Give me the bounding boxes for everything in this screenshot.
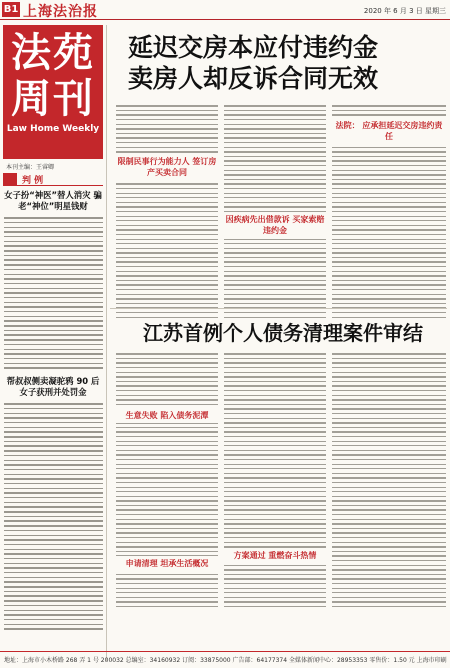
section-label: 判 例 xyxy=(22,176,44,186)
second-column-3 xyxy=(332,350,446,607)
newspaper-logo: 上海法治报 xyxy=(23,4,98,20)
footer-contact-line: 地址：上海市小木桥路 268 弄 1 号 200032 总编室：34160932 订阅：33875000 广告部：64177374 全媒体新闻中心：28953353 零售价：1.50 元 上海市印刷 xyxy=(4,657,447,664)
main-headline xyxy=(128,32,444,94)
second-headline: 江苏首例个人债务清理案件审结 xyxy=(143,321,423,345)
main-subhead-2: 因疾病先出借款诉 买家索赔违约金 xyxy=(224,212,326,238)
main-headline-line1: 延迟交房本应付违约金 xyxy=(128,33,379,62)
main-subhead-3: 法院： 应承担延迟交房违约责任 xyxy=(332,118,446,144)
masthead-title xyxy=(3,30,103,122)
masthead-title-line1: 法苑 xyxy=(11,29,95,76)
section-rule xyxy=(3,174,103,186)
section-flag-icon xyxy=(3,173,17,185)
sidebar-headline-1: 女子扮“神医”替人消灾 骗老“神位”明星钱财 xyxy=(4,190,102,211)
sidebar-story-1-body xyxy=(4,214,103,369)
article-column-2 xyxy=(224,102,326,318)
main-subhead-1: 限制民事行为能力人 签订房产买卖合同 xyxy=(116,154,218,180)
second-column-2 xyxy=(224,350,326,607)
page-number: B1 xyxy=(3,4,19,15)
second-subhead-1: 生意失败 陷入债务泥潭 xyxy=(116,408,218,423)
sidebar-headline-2: 帮叔叔侧卖凝驼鸦 90 后女子获刑并处罚金 xyxy=(6,376,100,397)
editor-credit: 本刊主编：王睿卿 xyxy=(6,164,55,171)
second-subhead-2: 申请清理 坦承生活概况 xyxy=(116,556,218,571)
masthead-english-title: Law Home Weekly xyxy=(6,124,100,134)
article-column-1 xyxy=(116,102,218,318)
issue-date: 2020 年 6 月 3 日 星期三 xyxy=(363,7,446,15)
second-subhead-3: 方案通过 重燃奋斗热情 xyxy=(224,548,326,563)
masthead-title-line2: 周刊 xyxy=(11,75,95,122)
column-divider xyxy=(106,25,107,661)
section-divider xyxy=(110,308,447,309)
main-headline-line2: 卖房人却反诉合同无效 xyxy=(128,64,379,93)
sidebar-story-2-body xyxy=(4,400,103,630)
